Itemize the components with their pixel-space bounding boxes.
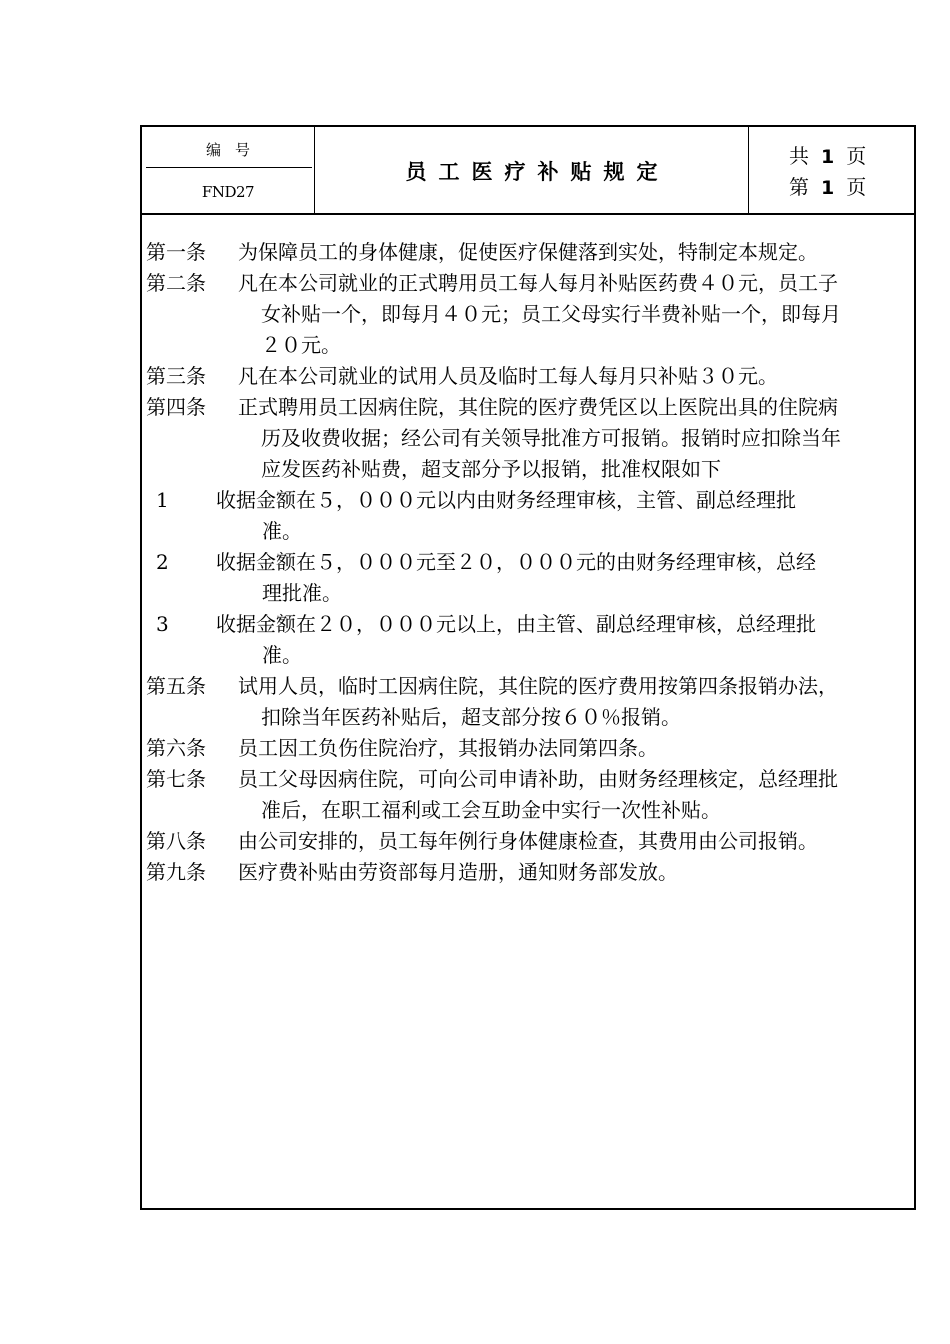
article-line: 试用人员，临时工因病住院，其住院的医疗费用按第四条报销办法，: [238, 674, 838, 698]
page-total-suffix: 页: [846, 144, 867, 168]
article-line: 凡在本公司就业的正式聘用员工每人每月补贴医药费４０元，员工子: [238, 271, 838, 295]
page-current-prefix: 第: [789, 175, 809, 199]
code-divider: [146, 167, 312, 168]
article-line: 凡在本公司就业的试用人员及临时工每人每月只补贴３０元。: [238, 364, 778, 388]
article-text: [238, 237, 910, 268]
article-line: 员工父母因病住院，可向公司申请补助，由财务经理核定，总经理批: [238, 767, 838, 791]
document-title: 员工医疗补贴规定: [405, 160, 670, 184]
article-text: [238, 764, 910, 826]
article-5: [146, 671, 910, 733]
sub-item-2: [146, 547, 910, 609]
page-current: [789, 172, 889, 203]
article-label: 第四条: [146, 395, 206, 419]
article-line: 正式聘用员工因病住院，其住院的医疗费凭区以上医院出具的住院病: [238, 395, 838, 419]
sub-item-1: [146, 485, 910, 547]
article-line: 应发医药补贴费，超支部分予以报销，批准权限如下: [261, 457, 721, 481]
page-total-prefix: 共: [789, 144, 809, 168]
article-3: [146, 361, 910, 392]
article-7: [146, 764, 910, 826]
article-text: [238, 857, 910, 888]
article-line: 为保障员工的身体健康，促使医疗保健落到实处，特制定本规定。: [238, 240, 818, 264]
code-label: 编号: [205, 141, 264, 159]
article-line: 准后，在职工福利或工会互助金中实行一次性补贴。: [261, 798, 721, 822]
article-text: [238, 392, 910, 485]
article-6: [146, 733, 910, 764]
sub-item-line: 准。: [262, 519, 302, 543]
sub-item-line: 收据金额在２０，０００元以上，由主管、副总经理审核，总经理批: [216, 612, 816, 636]
page-total: [789, 141, 889, 172]
article-label: 第二条: [146, 271, 206, 295]
document-header: [142, 127, 914, 215]
sub-item-line: 理批准。: [262, 581, 342, 605]
document-frame: [140, 125, 916, 1210]
sub-item-line: 准。: [262, 643, 302, 667]
article-text: [238, 733, 910, 764]
sub-item-3: [146, 609, 910, 671]
article-text: [238, 826, 910, 857]
article-line: ２０元。: [261, 333, 341, 357]
article-label: 第五条: [146, 674, 206, 698]
sub-item-label: 2: [156, 550, 169, 574]
pages-cell: [749, 127, 914, 213]
sub-item-label: 3: [156, 612, 169, 636]
article-line: 员工因工负伤住院治疗，其报销办法同第四条。: [238, 736, 658, 760]
page-total-number: 1: [821, 146, 835, 168]
article-9: [146, 857, 910, 888]
article-label: 第九条: [146, 860, 206, 884]
sub-item-line: 收据金额在５，０００元以内由财务经理审核，主管、副总经理批: [216, 488, 796, 512]
article-text: [238, 361, 910, 392]
sub-item-line: 收据金额在５，０００元至２０，０００元的由财务经理审核，总经: [216, 550, 816, 574]
article-8: [146, 826, 910, 857]
article-label: 第一条: [146, 240, 206, 264]
title-cell: [315, 127, 749, 213]
code-cell: [142, 127, 315, 213]
article-4: [146, 392, 910, 485]
article-label: 第八条: [146, 829, 206, 853]
article-line: 历及收费收据；经公司有关领导批准方可报销。报销时应扣除当年: [261, 426, 841, 450]
code-value: FND27: [201, 183, 255, 201]
article-2: [146, 268, 910, 361]
article-label: 第七条: [146, 767, 206, 791]
article-1: [146, 237, 910, 268]
article-line: 女补贴一个，即每月４０元；员工父母实行半费补贴一个，即每月: [261, 302, 841, 326]
page-current-suffix: 页: [846, 175, 867, 199]
article-text: [238, 268, 910, 361]
article-line: 扣除当年医药补贴后，超支部分按６０％报销。: [261, 705, 681, 729]
article-label: 第三条: [146, 364, 206, 388]
page-current-number: 1: [821, 177, 835, 199]
article-line: 由公司安排的，员工每年例行身体健康检查，其费用由公司报销。: [238, 829, 818, 853]
article-text: [238, 671, 910, 733]
sub-item-label: 1: [156, 488, 169, 512]
article-line: 医疗费补贴由劳资部每月造册，通知财务部发放。: [238, 860, 678, 884]
article-label: 第六条: [146, 736, 206, 760]
document-body: [146, 237, 910, 888]
